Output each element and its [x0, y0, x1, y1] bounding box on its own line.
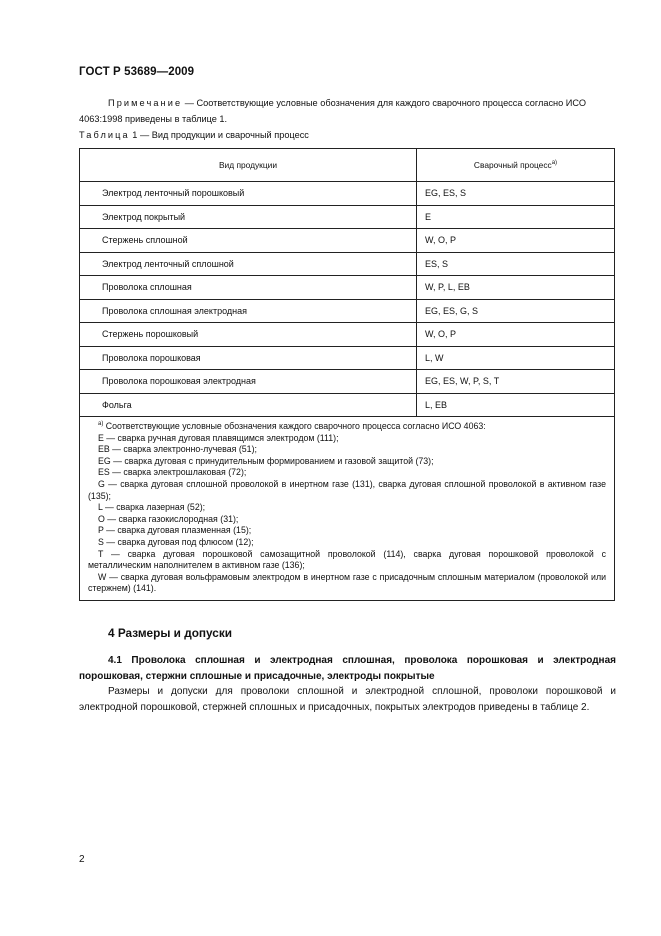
section-heading: 4 Размеры и допуски	[108, 626, 233, 640]
process-cell: E	[417, 205, 615, 229]
process-cell: ES, S	[417, 252, 615, 276]
table-row	[80, 229, 615, 253]
footnote-line: L — сварка лазерная (52);	[98, 502, 206, 513]
footnote-intro	[88, 421, 606, 433]
header-welding-process	[417, 149, 615, 182]
table-caption	[79, 130, 309, 140]
table-row	[80, 252, 615, 276]
section-4-1	[79, 653, 616, 715]
note-text: — Соответствующие условные обозначения для каждого сварочного процесса согласно ИСО 4063:1998 приведены в таблице 1.	[79, 98, 586, 124]
footnote-line: EG — сварка дуговая с принудительным формированием и газовой защитой (73);	[98, 455, 434, 466]
footnote-intro-text: Соответствующие условные обозначения каждого сварочного процесса согласно ИСО 4063:	[103, 421, 486, 431]
product-cell: Электрод покрытый	[80, 205, 417, 229]
footnote-line: P — сварка дуговая плазменная (15);	[98, 525, 252, 536]
process-cell: L, W	[417, 346, 615, 370]
note-paragraph	[79, 95, 616, 127]
body-paragraph	[79, 684, 616, 715]
product-cell: Электрод ленточный порошковый	[80, 182, 417, 206]
table-row	[80, 205, 615, 229]
footnote-line: E — сварка ручная дуговая плавящимся электродом (111);	[98, 432, 339, 443]
table-footnote	[80, 417, 615, 601]
table-row	[80, 346, 615, 370]
table-header-row	[80, 149, 615, 182]
product-process-table	[79, 148, 615, 601]
product-cell: Проволока сплошная	[80, 276, 417, 300]
table-row	[80, 370, 615, 394]
product-cell: Проволока порошковая	[80, 346, 417, 370]
product-cell: Проволока сплошная электродная	[80, 299, 417, 323]
footnote-mark: а)	[98, 421, 104, 428]
process-cell: W, O, P	[417, 323, 615, 347]
table-caption-text: 1 — Вид продукции и сварочный процесс	[129, 130, 309, 140]
footnote-line: O — сварка газокислородная (31);	[98, 513, 239, 524]
table-footnote-row	[80, 417, 615, 601]
footnote-line: EB — сварка электронно-лучевая (51);	[98, 444, 257, 455]
product-cell: Проволока порошковая электродная	[80, 370, 417, 394]
footnote-line: T — сварка дуговая порошковой самозащитной проволокой (114), сварка дуговая порошковой проволокой с металлическим наполнителем в активном газе (136);	[88, 548, 606, 571]
subsection-heading-text: 4.1 Проволока сплошная и электродная сплошная, проволока порошковая и электродная порошковая, стержни сплошные и присадочные, электроды покрытые	[79, 655, 616, 682]
body-paragraph-text: Размеры и допуски для проволоки сплошной и электродной сплошной, проволоки порошковой и электродной порошковой, стержней сплошных и присадочных, покрытых электродов приведены в таблице 2.	[79, 686, 616, 713]
table-row	[80, 393, 615, 417]
process-cell: EG, ES, G, S	[417, 299, 615, 323]
table-row	[80, 182, 615, 206]
footnote-line: W — сварка дуговая вольфрамовым электродом в инертном газе с присадочным сплошным материалом (проволокой или стержнем) (141).	[88, 571, 606, 594]
process-cell: W, P, L, EB	[417, 276, 615, 300]
table-caption-label: Таблица	[79, 130, 130, 140]
footnote-line: ES — сварка электрошлаковая (72);	[98, 467, 247, 478]
product-cell: Стержень порошковый	[80, 323, 417, 347]
product-cell: Электрод ленточный сплошной	[80, 252, 417, 276]
note-label: Примечание	[108, 98, 183, 108]
header-welding-process-label: Сварочный процесс	[473, 160, 552, 170]
process-cell: EG, ES, W, P, S, T	[417, 370, 615, 394]
subsection-heading	[79, 653, 616, 684]
table-row	[80, 299, 615, 323]
header-product-type: Вид продукции	[80, 149, 417, 182]
table-row	[80, 323, 615, 347]
process-cell: L, EB	[417, 393, 615, 417]
page-number: 2	[79, 854, 85, 865]
process-cell: W, O, P	[417, 229, 615, 253]
footnote-line: S — сварка дуговая под флюсом (12);	[98, 536, 254, 547]
document-header: ГОСТ Р 53689—2009	[79, 66, 195, 78]
footnote-line: G — сварка дуговая сплошной проволокой в инертном газе (131), сварка дуговая сплошной проволокой в активном газе (135);	[88, 478, 606, 501]
process-cell: EG, ES, S	[417, 182, 615, 206]
header-footnote-mark: а)	[551, 160, 558, 167]
table-row	[80, 276, 615, 300]
product-cell: Фольга	[80, 393, 417, 417]
product-cell: Стержень сплошной	[80, 229, 417, 253]
